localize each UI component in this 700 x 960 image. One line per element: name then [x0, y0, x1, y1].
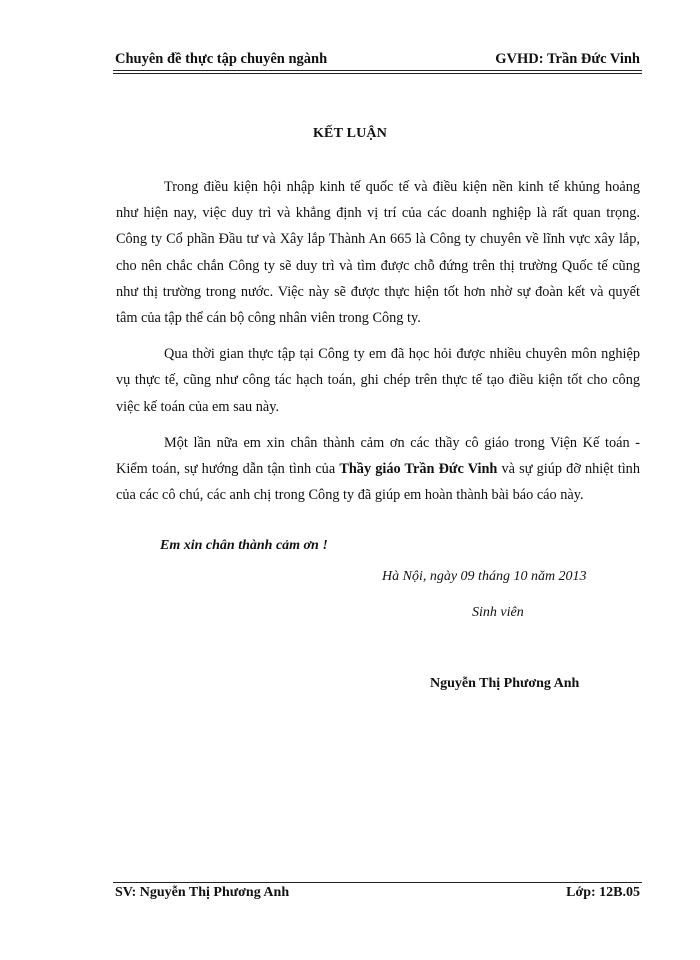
paragraph-3-start: Một lần nữa em xin chân thành cảm ơn các thầy cô giáo trong Viện Kế toán - Kiểm toán, sự hướng dẫn tận tình của [116, 434, 640, 478]
signature-date: Hà Nội, ngày 09 tháng 10 năm 2013 [382, 569, 587, 584]
header-supervisor: GVHD: Trần Đức Vinh [495, 51, 640, 67]
supervisor-name: Thầy giáo Trần Đức Vinh [339, 461, 498, 478]
header-divider-thin [113, 73, 642, 74]
footer-divider [113, 882, 642, 883]
paragraph-2: Qua thời gian thực tập tại Công ty em đã học hỏi được nhiều chuyên môn nghiệp vụ thực tế, cũng như công tác hạch toán, ghi chép trên thực tế tạo điều kiện tốt cho công việc kế toán của em sau này. [116, 346, 640, 415]
paragraph-1: Trong điều kiện hội nhập kinh tế quốc tế và điều kiện nền kinh tế khủng hoảng như hiện nay, việc duy trì và khẳng định vị trí của các doanh nghiệp là rất quan trọng. Công ty Cổ phần Đầu tư và Xây lắp Thành An 665 là Công ty chuyên về lĩnh vực xây lắp, cho nên chắc chắn Công ty sẽ duy trì và tìm được chỗ đứng trên thị trường Quốc tế cũng như thị trường trong nước. Việc này sẽ được thực hiện tốt hơn nhờ sự đoàn kết và quyết tâm của tập thể cán bộ công nhân viên trong Công ty. [116, 179, 640, 327]
conclusion-body [116, 174, 640, 508]
footer-class: Lớp: 12B.05 [566, 885, 640, 900]
header-topic: Chuyên đề thực tập chuyên ngành [115, 51, 328, 67]
closing-thanks: Em xin chân thành cảm ơn ! [160, 538, 328, 553]
paragraph-3 [116, 430, 640, 509]
footer-student: SV: Nguyễn Thị Phương Anh [115, 885, 290, 900]
page-header [115, 46, 640, 68]
signer-name: Nguyễn Thị Phương Anh [430, 676, 580, 691]
page-footer [115, 885, 640, 901]
header-divider [113, 70, 642, 71]
signature-role: Sinh viên [472, 605, 524, 620]
paragraph-3-end: và sự giúp đỡ nhiệt tình của các cô chú, các anh chị trong Công ty đã giúp em hoàn thành bài báo cáo này. [116, 461, 640, 504]
page-title: KẾT LUẬN [312, 126, 388, 141]
